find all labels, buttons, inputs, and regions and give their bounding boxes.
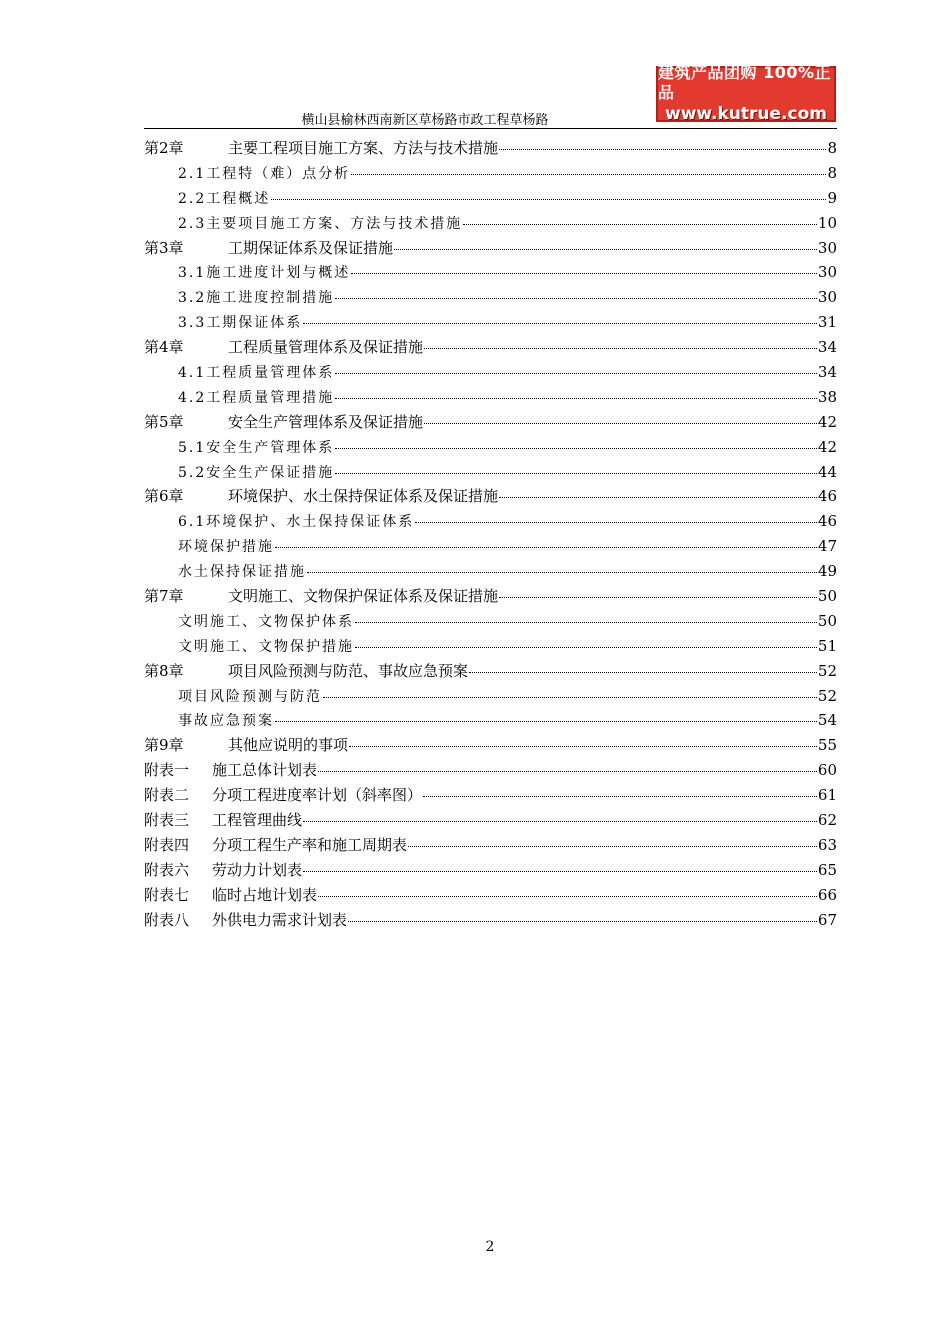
- toc-page-number: 8: [827, 139, 837, 157]
- toc-page-number: 10: [817, 213, 837, 232]
- toc-entry-title: 4.2工程质量管理措施: [178, 389, 335, 406]
- toc-entry-title: 水土保持保证措施: [178, 564, 306, 581]
- toc-entry-title: 事故应急预案: [178, 713, 274, 730]
- toc-chapter-number: 第7章: [144, 587, 184, 606]
- toc-page-number: 47: [817, 537, 837, 556]
- toc-chapter-number: 第9章: [144, 736, 184, 755]
- toc-entry[interactable]: [144, 783, 837, 808]
- page-number: 2: [485, 1239, 495, 1255]
- toc-entry[interactable]: [144, 584, 837, 609]
- toc-dot-leader: [415, 522, 817, 523]
- logo-slogan: 建筑产品团购 100%正品: [658, 63, 832, 102]
- toc-appendix-number: 附表四: [144, 835, 190, 854]
- toc-dot-leader: [499, 597, 817, 598]
- toc-entry-title: 施工总体计划表: [212, 761, 318, 780]
- toc-entry-title: 分项工程进度率计划（斜率图）: [212, 786, 423, 805]
- toc-entry[interactable]: [144, 908, 837, 933]
- toc-dot-leader: [318, 771, 817, 772]
- toc-entry-title: 主要工程项目施工方案、方法与技术措施: [228, 139, 499, 157]
- toc-appendix-number: 附表一: [144, 761, 190, 780]
- toc-entry[interactable]: [144, 758, 837, 783]
- toc-page-number: 42: [817, 437, 837, 456]
- toc-entry-title: 2.1工程特（难）点分析: [178, 165, 351, 182]
- toc-entry-title: 其他应说明的事项: [228, 736, 349, 755]
- toc-dot-leader: [424, 423, 817, 424]
- toc-entry-title: 文明施工、文物保护措施: [178, 638, 354, 655]
- toc-entry[interactable]: [144, 136, 837, 161]
- toc-page-number: 8: [827, 163, 837, 182]
- toc-dot-leader: [394, 249, 817, 250]
- toc-entry-title: 3.2施工进度控制措施: [178, 290, 335, 307]
- toc-entry-title: 5.1安全生产管理体系: [178, 439, 335, 456]
- toc-entry-title: 文明施工、文物保护体系: [178, 613, 354, 630]
- toc-dot-leader: [348, 921, 817, 922]
- toc-entry[interactable]: [144, 559, 837, 584]
- toc-page-number: 66: [817, 885, 837, 904]
- toc-entry[interactable]: [144, 211, 837, 236]
- toc-page-number: 52: [817, 661, 837, 680]
- toc-entry[interactable]: [144, 509, 837, 534]
- toc-entry[interactable]: [144, 858, 837, 883]
- toc-entry[interactable]: [144, 410, 837, 435]
- toc-chapter-number: 第2章: [144, 139, 184, 157]
- toc-entry[interactable]: [144, 435, 837, 460]
- toc-page-number: 34: [817, 338, 837, 357]
- toc-entry[interactable]: [144, 161, 837, 186]
- toc-dot-leader: [499, 497, 817, 498]
- toc-page-number: 65: [817, 860, 837, 879]
- toc-entry-title: 劳动力计划表: [212, 860, 303, 879]
- toc-page-number: 52: [817, 686, 837, 705]
- toc-entry[interactable]: [144, 634, 837, 659]
- toc-entry[interactable]: [144, 684, 837, 709]
- toc-chapter-number: 第5章: [144, 412, 184, 431]
- toc-entry-title: 安全生产管理体系及保证措施: [228, 412, 424, 431]
- toc-entry-title: 工程管理曲线: [212, 811, 303, 830]
- toc-appendix-number: 附表二: [144, 786, 190, 805]
- toc-entry-title: 4.1工程质量管理体系: [178, 365, 335, 382]
- toc-entry-title: 环境保护、水土保持保证体系及保证措施: [228, 487, 499, 506]
- toc-dot-leader: [335, 473, 817, 474]
- toc-dot-leader: [303, 871, 817, 872]
- toc-entry-title: 3.1施工进度计划与概述: [178, 265, 351, 282]
- toc-page-number: 50: [817, 587, 837, 606]
- toc-page-number: 30: [817, 238, 837, 257]
- toc-page-number: 54: [817, 711, 837, 730]
- toc-entry-title: 6.1环境保护、水土保持保证体系: [178, 514, 415, 531]
- toc-page-number: 30: [817, 288, 837, 307]
- toc-entry[interactable]: [144, 883, 837, 908]
- toc-dot-leader: [423, 796, 817, 797]
- toc-entry-title: 项目风险预测与防范、事故应急预案: [228, 661, 469, 680]
- page-header-title: 横山县榆林西南新区草杨路市政工程草杨路: [301, 113, 549, 128]
- toc-dot-leader: [275, 547, 817, 548]
- toc-entry-title: 2.2工程概述: [178, 190, 271, 207]
- toc-entry[interactable]: [144, 808, 837, 833]
- toc-page-number: 60: [817, 761, 837, 780]
- toc-appendix-number: 附表三: [144, 811, 190, 830]
- toc-appendix-number: 附表七: [144, 885, 190, 904]
- toc-entry-title: 文明施工、文物保护保证体系及保证措施: [228, 587, 499, 606]
- toc-dot-leader: [469, 672, 817, 673]
- toc-entry-title: 外供电力需求计划表: [212, 910, 348, 929]
- toc-entry-title: 5.2安全生产保证措施: [178, 464, 335, 481]
- toc-page-number: 9: [827, 188, 837, 207]
- toc-dot-leader: [271, 199, 826, 200]
- toc-entry[interactable]: [144, 708, 837, 733]
- toc-entry-title: 临时占地计划表: [212, 885, 318, 904]
- toc-page-number: 30: [817, 263, 837, 282]
- toc-entry-title: 工程质量管理体系及保证措施: [228, 338, 424, 357]
- toc-entry[interactable]: [144, 733, 837, 758]
- toc-dot-leader: [318, 896, 817, 897]
- toc-page-number: 42: [817, 412, 837, 431]
- toc-entry[interactable]: [144, 360, 837, 385]
- toc-dot-leader: [303, 323, 817, 324]
- toc-chapter-number: 第4章: [144, 338, 184, 357]
- toc-dot-leader: [355, 622, 817, 623]
- toc-page-number: 50: [817, 611, 837, 630]
- toc-page-number: 63: [817, 835, 837, 854]
- toc-dot-leader: [463, 224, 817, 225]
- toc-appendix-number: 附表六: [144, 860, 190, 879]
- toc-page-number: 51: [817, 636, 837, 655]
- toc-dot-leader: [499, 149, 826, 150]
- toc-dot-leader: [355, 647, 817, 648]
- toc-page-number: 49: [817, 562, 837, 581]
- toc-dot-leader: [335, 298, 817, 299]
- toc-page-number: 62: [817, 811, 837, 830]
- toc-dot-leader: [351, 273, 817, 274]
- toc-entry[interactable]: [144, 285, 837, 310]
- toc-page-number: 38: [817, 387, 837, 406]
- toc-entry[interactable]: [144, 310, 837, 335]
- toc-chapter-number: 第3章: [144, 238, 184, 257]
- toc-page-number: 34: [817, 363, 837, 382]
- toc-entry[interactable]: [144, 609, 837, 634]
- table-of-contents: [144, 136, 837, 933]
- toc-entry[interactable]: [144, 236, 837, 261]
- toc-page-number: 46: [817, 487, 837, 506]
- toc-entry-title: 环境保护措施: [178, 539, 274, 556]
- toc-page-number: 31: [817, 313, 837, 332]
- toc-page-number: 44: [817, 462, 837, 481]
- toc-page-number: 61: [817, 786, 837, 805]
- toc-entry[interactable]: [144, 484, 837, 509]
- toc-entry[interactable]: [144, 186, 837, 211]
- header-divider: [144, 128, 837, 129]
- toc-dot-leader: [323, 697, 817, 698]
- toc-page-number: 46: [817, 512, 837, 531]
- toc-dot-leader: [424, 348, 817, 349]
- toc-entry[interactable]: [144, 385, 837, 410]
- toc-dot-leader: [275, 721, 817, 722]
- toc-entry[interactable]: [144, 460, 837, 485]
- toc-entry[interactable]: [144, 833, 837, 858]
- toc-dot-leader: [335, 398, 817, 399]
- toc-dot-leader: [351, 174, 826, 175]
- toc-dot-leader: [335, 373, 817, 374]
- toc-entry-title: 项目风险预测与防范: [178, 688, 322, 705]
- toc-entry-title: 工期保证体系及保证措施: [228, 238, 394, 257]
- toc-page-number: 55: [817, 736, 837, 755]
- toc-dot-leader: [335, 448, 817, 449]
- toc-chapter-number: 第8章: [144, 661, 184, 680]
- toc-dot-leader: [307, 572, 817, 573]
- toc-entry[interactable]: [144, 335, 837, 360]
- toc-chapter-number: 第6章: [144, 487, 184, 506]
- logo-url: www.kutrue.com: [665, 104, 827, 124]
- toc-entry[interactable]: [144, 260, 837, 285]
- toc-entry[interactable]: [144, 659, 837, 684]
- toc-page-number: 67: [817, 910, 837, 929]
- toc-entry-title: 3.3工期保证体系: [178, 315, 303, 332]
- toc-dot-leader: [303, 821, 817, 822]
- toc-dot-leader: [408, 846, 817, 847]
- toc-dot-leader: [349, 746, 817, 747]
- toc-entry-title: 2.3主要项目施工方案、方法与技术措施: [178, 215, 463, 232]
- toc-appendix-number: 附表八: [144, 910, 190, 929]
- toc-entry-title: 分项工程生产率和施工周期表: [212, 835, 408, 854]
- toc-entry[interactable]: [144, 534, 837, 559]
